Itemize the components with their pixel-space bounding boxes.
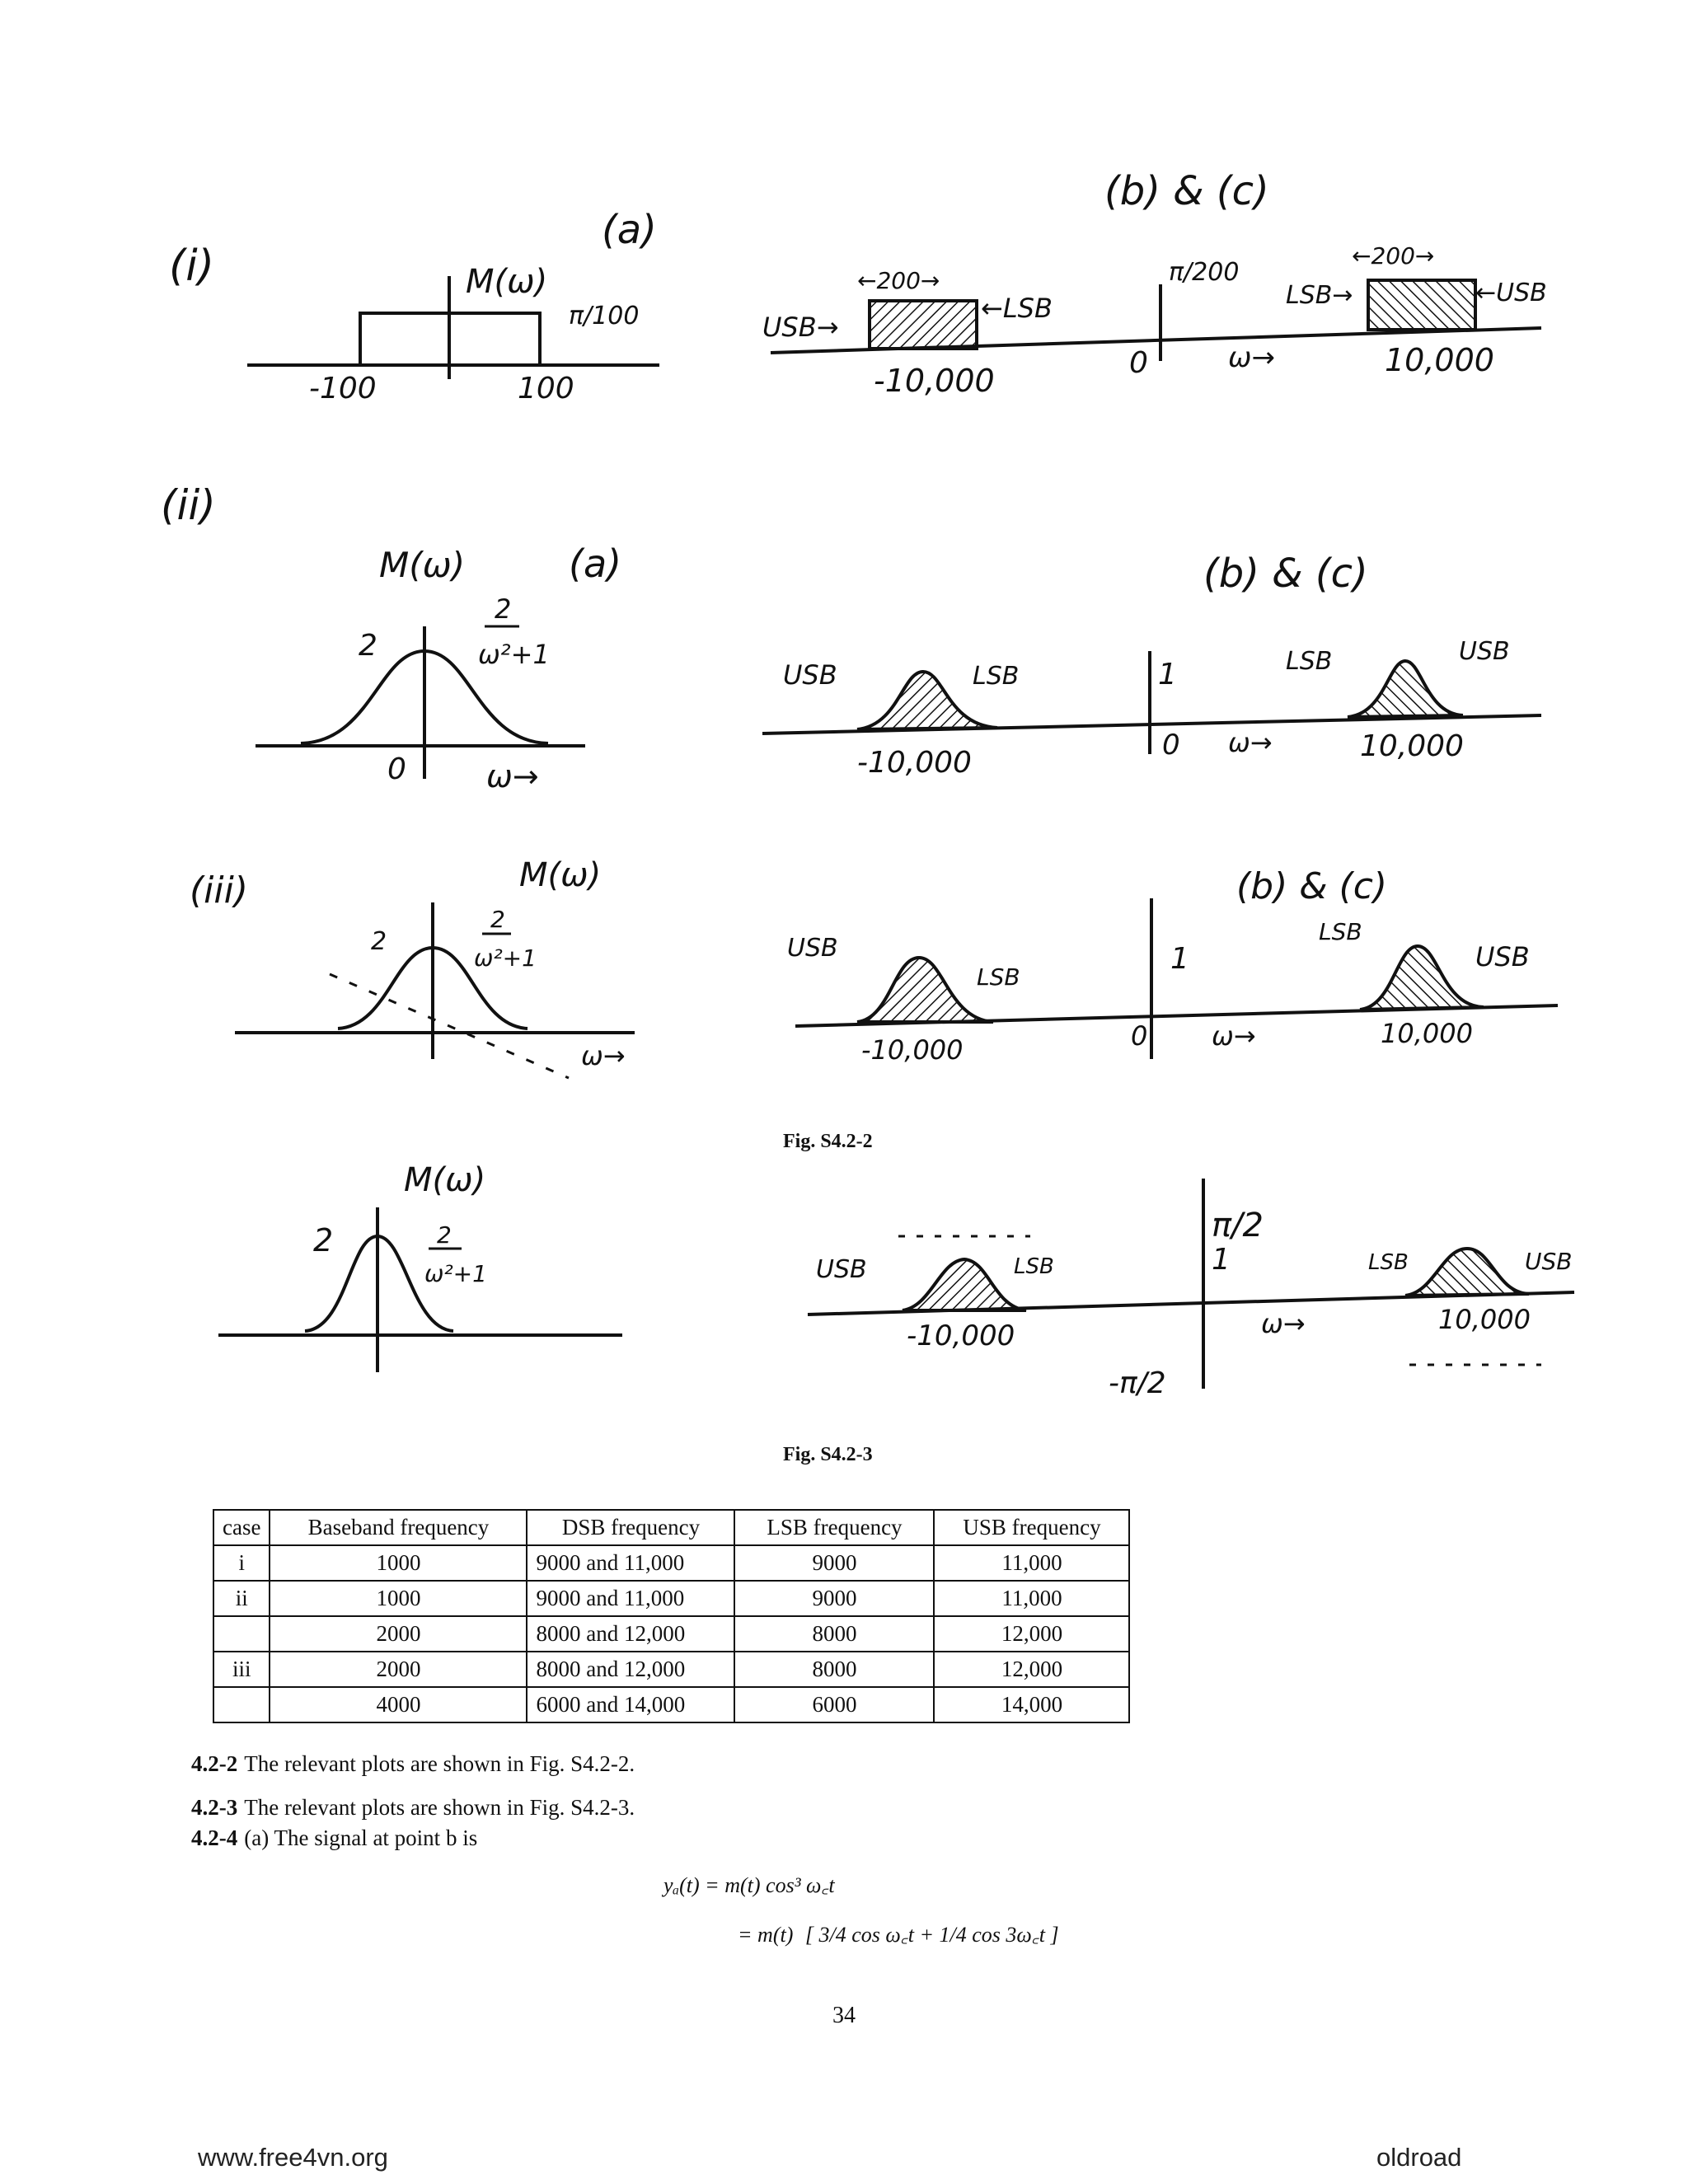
gauss-plot-iv	[218, 1207, 622, 1372]
usb-right-iii: USB	[1475, 941, 1530, 972]
neg-tick-ii: -10,000	[857, 746, 972, 780]
lsb-left-i: ←LSB	[981, 293, 1053, 324]
part-bc-label-ii: (b) & (c)	[1203, 551, 1368, 597]
cell-case: ii	[213, 1581, 270, 1616]
problem-number: 4.2-2	[191, 1751, 238, 1776]
part-a-label-ii: (a)	[569, 541, 622, 586]
equation-body: [ 3/4 cos ω꜀t + 1/4 cos 3ω꜀t ]	[804, 1923, 1059, 1947]
neg-tick-iii: -10,000	[861, 1034, 964, 1066]
omega-ii-right: ω→	[1228, 727, 1273, 758]
fn-label-iii: M(ω)	[519, 856, 602, 894]
expr-num-iv: 2	[437, 1221, 452, 1249]
peak-iv-right: 1	[1212, 1243, 1231, 1277]
lsb-left-ii: LSB	[973, 662, 1020, 691]
peak-ii: 2	[359, 629, 377, 663]
equation-line-1: yₐ(t) = m(t) cos³ ω꜀t	[663, 1873, 835, 1897]
header-case: case	[213, 1510, 270, 1545]
lsb-right-iii: LSB	[1319, 918, 1362, 945]
omega-iii: ω→	[581, 1040, 626, 1071]
figure-caption-s4-2-2: Fig. S4.2-2	[783, 1131, 873, 1152]
pos-tick-i: 10,000	[1385, 342, 1494, 378]
problem-number: 4.2-3	[191, 1795, 238, 1820]
cell-usb: 12,000	[934, 1652, 1129, 1687]
fn-label-iv: M(ω)	[404, 1161, 486, 1199]
frequency-table	[213, 1509, 1130, 1723]
problem-text: The relevant plots are shown in Fig. S4.2-3.	[244, 1795, 635, 1820]
usb-left-iii: USB	[787, 934, 838, 963]
omega-ii: ω→	[486, 758, 539, 794]
pos-tick-ii: 10,000	[1360, 729, 1464, 763]
cell-case	[213, 1687, 270, 1722]
usb-right-iv: USB	[1525, 1248, 1573, 1275]
header-dsb: DSB frequency	[527, 1510, 734, 1545]
table-header-row	[213, 1510, 1129, 1545]
cell-dsb: 9000 and 11,000	[527, 1545, 734, 1581]
tick-pos-i: 100	[518, 372, 574, 405]
zero-ii-right: 0	[1162, 729, 1180, 762]
cell-usb: 11,000	[934, 1545, 1129, 1581]
pos-tick-iv: 10,000	[1438, 1304, 1531, 1335]
cell-baseband: 4000	[270, 1687, 527, 1722]
peak-iii-right: 1	[1170, 942, 1189, 976]
table-row	[213, 1545, 1129, 1581]
cell-case: i	[213, 1545, 270, 1581]
table-row	[213, 1652, 1129, 1687]
expr-num-ii: 2	[495, 593, 512, 625]
cell-lsb: 8000	[734, 1652, 934, 1687]
problem-number: 4.2-4	[191, 1825, 238, 1850]
omega-iii-right: ω→	[1212, 1020, 1256, 1052]
expr-num-iii: 2	[490, 906, 505, 933]
peak-iv: 2	[313, 1222, 334, 1258]
footer-left: www.free4vn.org	[198, 2143, 388, 2172]
omega-i: ω→	[1228, 341, 1275, 374]
expr-den-iv: ω²+1	[424, 1260, 487, 1287]
cell-case	[213, 1616, 270, 1652]
part-bc-label-iii: (b) & (c)	[1236, 865, 1388, 907]
cell-dsb: 8000 and 12,000	[527, 1652, 734, 1687]
expr-den-ii: ω²+1	[478, 639, 550, 670]
neg-tick-iv: -10,000	[907, 1319, 1015, 1352]
usb-left-ii: USB	[783, 659, 837, 691]
figure-caption-s4-2-3: Fig. S4.2-3	[783, 1444, 873, 1465]
equation-line-2	[738, 1919, 1059, 1948]
neg-tick-i: -10,000	[874, 363, 995, 399]
height-label-i: π/100	[569, 302, 640, 330]
cell-baseband: 1000	[270, 1545, 527, 1581]
part-a-label-i: (a)	[602, 207, 657, 253]
header-lsb: LSB frequency	[734, 1510, 934, 1545]
page-number: 34	[832, 2003, 856, 2028]
cell-usb: 11,000	[934, 1581, 1129, 1616]
case-label-ii: (ii)	[161, 481, 216, 529]
lsb-right-i: LSB→	[1286, 281, 1353, 310]
equation-prefix: = m(t)	[738, 1923, 794, 1947]
height-label-i-right: π/200	[1169, 258, 1240, 287]
cell-baseband: 1000	[270, 1581, 527, 1616]
expr-den-iii: ω²+1	[474, 944, 537, 972]
problem-text: The relevant plots are shown in Fig. S4.2-2.	[244, 1751, 635, 1776]
problem-4-2-4	[191, 1825, 477, 1851]
fn-label-ii: M(ω)	[379, 545, 466, 585]
header-baseband: Baseband frequency	[270, 1510, 527, 1545]
peak-iii: 2	[371, 927, 387, 956]
part-bc-label-i: (b) & (c)	[1104, 168, 1269, 214]
cell-lsb: 8000	[734, 1616, 934, 1652]
lsb-right-iv: LSB	[1368, 1250, 1409, 1275]
usb-right-ii: USB	[1459, 637, 1510, 666]
cell-baseband: 2000	[270, 1652, 527, 1687]
header-usb: USB frequency	[934, 1510, 1129, 1545]
cell-dsb: 8000 and 12,000	[527, 1616, 734, 1652]
cell-lsb: 9000	[734, 1545, 934, 1581]
top-label-iv: π/2	[1212, 1207, 1264, 1244]
usb-right-i: ←USB	[1475, 279, 1547, 307]
ssb-gauss-plot-iv	[808, 1179, 1574, 1389]
fn-label-i: M(ω)	[466, 263, 548, 301]
usb-left-i: USB→	[762, 312, 839, 343]
cell-case: iii	[213, 1652, 270, 1687]
lsb-right-ii: LSB	[1286, 647, 1333, 676]
usb-left-iv: USB	[816, 1255, 867, 1284]
lsb-left-iii: LSB	[977, 963, 1020, 991]
problem-4-2-2	[191, 1751, 635, 1777]
omega-iv-right: ω→	[1261, 1308, 1306, 1339]
table-row	[213, 1687, 1129, 1722]
problem-4-2-3	[191, 1795, 635, 1821]
zero-ii: 0	[387, 752, 406, 786]
cell-dsb: 6000 and 14,000	[527, 1687, 734, 1722]
zero-i: 0	[1129, 346, 1148, 380]
pos-tick-iii: 10,000	[1381, 1018, 1473, 1049]
cell-usb: 12,000	[934, 1616, 1129, 1652]
table-row	[213, 1581, 1129, 1616]
peak-ii-right: 1	[1158, 658, 1177, 691]
tick-neg-i: -100	[309, 372, 377, 405]
cell-dsb: 9000 and 11,000	[527, 1581, 734, 1616]
cell-usb: 14,000	[934, 1687, 1129, 1722]
case-label-i: (i)	[169, 241, 215, 291]
cell-lsb: 9000	[734, 1581, 934, 1616]
footer-right: oldroad	[1376, 2143, 1462, 2172]
case-label-iii: (iii)	[190, 869, 249, 912]
cell-baseband: 2000	[270, 1616, 527, 1652]
bw-left: ←200→	[857, 267, 940, 294]
lsb-left-iv: LSB	[1014, 1254, 1054, 1279]
zero-iii-right: 0	[1131, 1020, 1148, 1052]
bottom-label-iv: -π/2	[1109, 1366, 1166, 1400]
table-row	[213, 1616, 1129, 1652]
problem-text: (a) The signal at point b is	[244, 1825, 478, 1850]
bw-right: ←200→	[1352, 242, 1435, 269]
cell-lsb: 6000	[734, 1687, 934, 1722]
gauss-plot-iii	[235, 902, 635, 1078]
